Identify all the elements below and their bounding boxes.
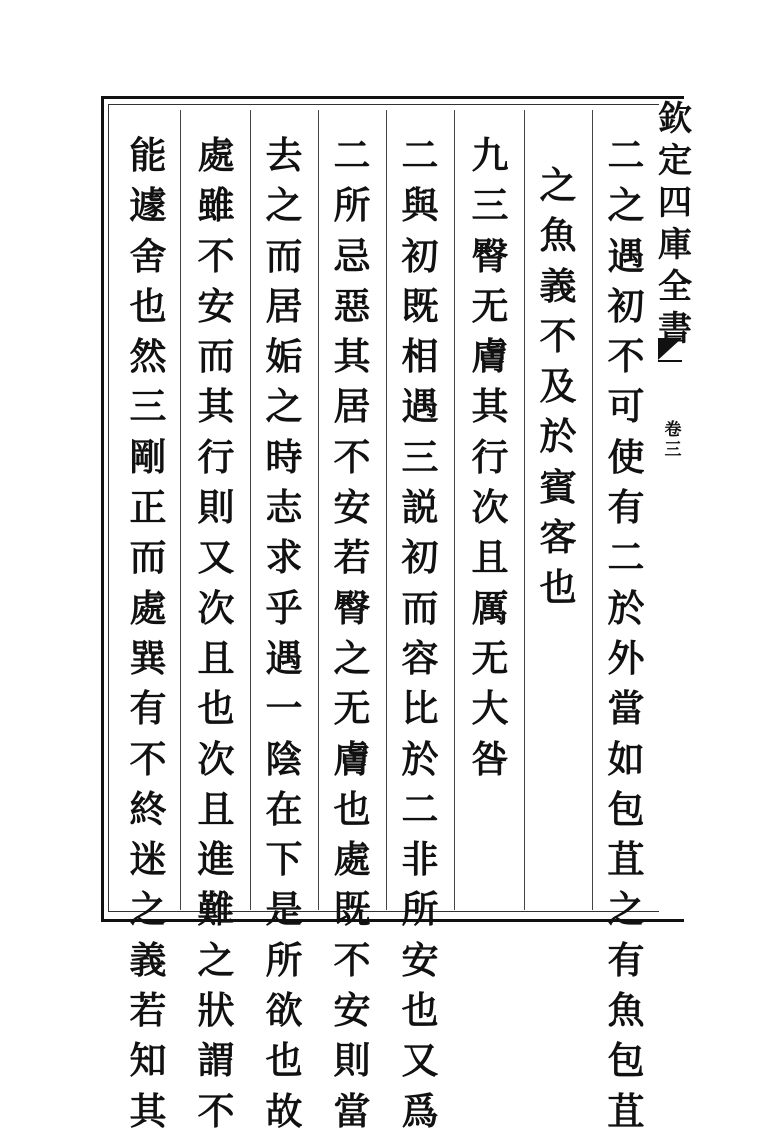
text-char: 所 — [265, 937, 303, 982]
text-char: 之 — [129, 887, 167, 932]
text-char: 進 — [197, 837, 235, 882]
text-char: 賓 — [539, 464, 577, 509]
margin-title-char: 書 — [658, 309, 692, 349]
text-char: 初 — [607, 283, 645, 328]
text-char: 當 — [607, 686, 645, 731]
margin-title-char: 全 — [658, 267, 692, 307]
text-char: 處 — [129, 585, 167, 630]
text-char: 正 — [129, 485, 167, 530]
text-column — [261, 130, 307, 1136]
text-column — [467, 130, 513, 784]
text-char: 安 — [333, 485, 371, 530]
text-char: 不 — [333, 434, 371, 479]
text-char: 客 — [539, 515, 577, 560]
column-rule — [592, 110, 593, 910]
text-char: 之 — [607, 183, 645, 228]
text-column — [193, 130, 239, 1136]
text-char: 又 — [197, 535, 235, 580]
text-char: 遇 — [607, 233, 645, 278]
margin-chapter-char: 卷 — [664, 420, 682, 440]
text-char: 魚 — [607, 988, 645, 1033]
text-column — [329, 130, 375, 1136]
text-char: 然 — [129, 334, 167, 379]
text-char: 相 — [401, 334, 439, 379]
text-char: 居 — [265, 283, 303, 328]
text-char: 魚 — [539, 213, 577, 258]
text-char: 之 — [539, 163, 577, 207]
text-char: 二 — [607, 535, 645, 580]
text-char: 二 — [607, 133, 645, 177]
text-char: 不 — [129, 736, 167, 781]
text-char: 求 — [265, 535, 303, 580]
text-char: 於 — [607, 585, 645, 630]
text-char: 不 — [333, 937, 371, 982]
text-char: 雖 — [197, 183, 235, 228]
text-char: 志 — [265, 485, 303, 530]
text-char: 膚 — [471, 334, 509, 379]
text-column — [603, 130, 649, 1136]
margin-chapter-char: 三 — [664, 440, 682, 460]
text-char: 臀 — [333, 585, 371, 630]
text-char: 可 — [607, 384, 645, 429]
text-char: 居 — [333, 384, 371, 429]
text-char: 若 — [333, 535, 371, 580]
text-char: 狀 — [197, 988, 235, 1033]
column-rule — [386, 110, 387, 910]
text-char: 又 — [401, 1038, 439, 1083]
text-char: 次 — [197, 736, 235, 781]
text-char: 臀 — [471, 233, 509, 278]
text-char: 處 — [333, 837, 371, 882]
text-char: 姤 — [265, 334, 303, 379]
text-char: 而 — [401, 585, 439, 630]
text-char: 在 — [265, 786, 303, 831]
text-char: 且 — [471, 535, 509, 580]
text-char: 遇 — [401, 384, 439, 429]
text-char: 一 — [265, 686, 303, 731]
text-char: 其 — [471, 384, 509, 429]
text-char: 當 — [333, 1088, 371, 1133]
text-char: 而 — [197, 334, 235, 379]
text-char: 下 — [265, 837, 303, 882]
text-char: 而 — [129, 535, 167, 580]
text-char: 苴 — [607, 837, 645, 882]
text-char: 其 — [129, 1088, 167, 1133]
text-char: 剛 — [129, 434, 167, 479]
column-rule — [318, 110, 319, 910]
text-char: 无 — [471, 635, 509, 680]
text-char: 二 — [401, 133, 439, 177]
text-char: 也 — [401, 988, 439, 1033]
text-char: 之 — [197, 937, 235, 982]
text-char: 非 — [401, 837, 439, 882]
text-char: 不 — [197, 1088, 235, 1133]
text-char: 陰 — [265, 736, 303, 781]
text-char: 巽 — [129, 635, 167, 680]
text-char: 也 — [197, 686, 235, 731]
margin-book-title — [658, 98, 690, 350]
text-char: 義 — [129, 937, 167, 982]
text-char: 二 — [333, 133, 371, 177]
text-char: 爲 — [401, 1088, 439, 1133]
column-rule — [454, 110, 455, 910]
text-char: 三 — [471, 183, 509, 228]
text-char: 且 — [197, 786, 235, 831]
text-char: 既 — [401, 283, 439, 328]
text-char: 難 — [197, 887, 235, 932]
text-char: 於 — [539, 414, 577, 459]
text-char: 如 — [607, 736, 645, 781]
text-char: 无 — [333, 686, 371, 731]
fish-tail-line — [658, 360, 682, 362]
text-char: 安 — [401, 937, 439, 982]
column-rule — [250, 110, 251, 910]
text-char: 於 — [401, 736, 439, 781]
text-char: 不 — [197, 233, 235, 278]
text-char: 所 — [401, 887, 439, 932]
text-char: 則 — [333, 1038, 371, 1083]
text-char: 説 — [401, 485, 439, 530]
text-char: 處 — [197, 133, 235, 177]
text-char: 欲 — [265, 988, 303, 1033]
text-char: 无 — [471, 283, 509, 328]
text-char: 不 — [539, 313, 577, 358]
margin-title-char: 四 — [658, 183, 692, 223]
text-char: 包 — [607, 1038, 645, 1083]
text-char: 次 — [197, 585, 235, 630]
text-char: 三 — [401, 434, 439, 479]
text-char: 時 — [265, 434, 303, 479]
text-char: 九 — [471, 133, 509, 177]
text-char: 之 — [265, 183, 303, 228]
text-char: 去 — [265, 133, 303, 177]
text-char: 之 — [333, 635, 371, 680]
text-char: 既 — [333, 887, 371, 932]
text-char: 之 — [265, 384, 303, 429]
text-char: 初 — [401, 233, 439, 278]
text-char: 之 — [607, 887, 645, 932]
text-char: 若 — [129, 988, 167, 1033]
text-char: 厲 — [471, 585, 509, 630]
text-char: 而 — [265, 233, 303, 278]
text-char: 也 — [539, 565, 577, 610]
text-char: 及 — [539, 364, 577, 409]
text-char: 乎 — [265, 585, 303, 630]
text-column — [535, 160, 581, 613]
text-char: 迷 — [129, 837, 167, 882]
text-char: 與 — [401, 183, 439, 228]
text-char: 惡 — [333, 283, 371, 328]
text-char: 咎 — [471, 736, 509, 781]
text-char: 大 — [471, 686, 509, 731]
text-char: 初 — [401, 535, 439, 580]
text-char: 安 — [333, 988, 371, 1033]
text-char: 有 — [607, 937, 645, 982]
text-char: 其 — [333, 334, 371, 379]
text-char: 比 — [401, 686, 439, 731]
text-char: 所 — [333, 183, 371, 228]
text-char: 包 — [607, 786, 645, 831]
text-char: 遽 — [129, 183, 167, 228]
column-rule — [524, 110, 525, 910]
text-column — [397, 130, 443, 1136]
text-char: 則 — [197, 485, 235, 530]
text-char: 三 — [129, 384, 167, 429]
column-rule — [180, 110, 181, 910]
text-char: 遇 — [265, 635, 303, 680]
text-char: 不 — [607, 334, 645, 379]
text-char: 膚 — [333, 736, 371, 781]
text-char: 是 — [265, 887, 303, 932]
text-char: 外 — [607, 635, 645, 680]
text-char: 行 — [471, 434, 509, 479]
text-char: 忌 — [333, 233, 371, 278]
text-char: 其 — [197, 384, 235, 429]
text-char: 次 — [471, 485, 509, 530]
margin-title-char: 定 — [658, 141, 692, 181]
text-char: 終 — [129, 786, 167, 831]
text-char: 故 — [265, 1088, 303, 1133]
text-char: 知 — [129, 1038, 167, 1083]
margin-title-char: 庫 — [658, 225, 692, 265]
text-char: 容 — [401, 635, 439, 680]
text-char: 二 — [401, 786, 439, 831]
text-char: 也 — [333, 786, 371, 831]
fish-tail-mark — [658, 338, 682, 360]
text-char: 能 — [129, 133, 167, 177]
text-char: 舍 — [129, 233, 167, 278]
margin-title-char: 欽 — [658, 99, 692, 139]
text-char: 且 — [197, 635, 235, 680]
text-char: 也 — [129, 283, 167, 328]
margin-chapter-label — [662, 420, 684, 460]
text-char: 安 — [197, 283, 235, 328]
text-char: 有 — [129, 686, 167, 731]
text-char: 使 — [607, 434, 645, 479]
text-char: 謂 — [197, 1038, 235, 1083]
text-char: 義 — [539, 263, 577, 308]
text-char: 苴 — [607, 1088, 645, 1133]
text-column — [125, 130, 171, 1136]
text-char: 也 — [265, 1038, 303, 1083]
text-char: 行 — [197, 434, 235, 479]
text-char: 有 — [607, 485, 645, 530]
